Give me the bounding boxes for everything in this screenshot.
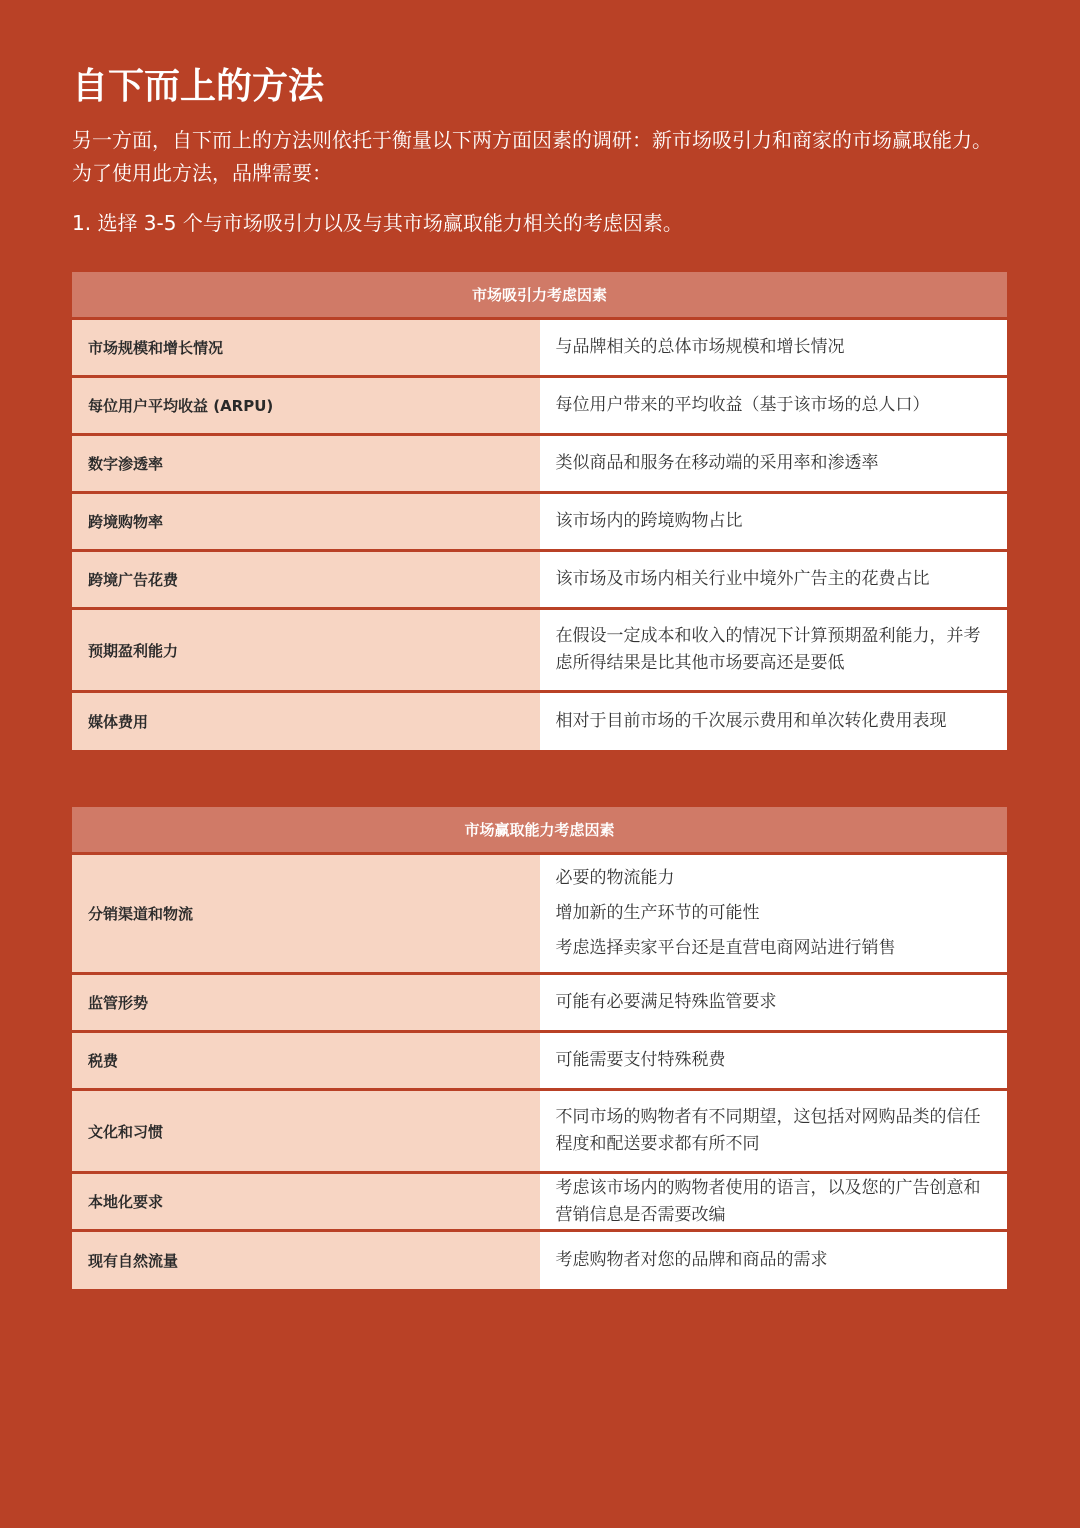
page-title: 自下而上的方法 bbox=[72, 66, 325, 107]
factor-cell: 市场规模和增长情况 bbox=[72, 319, 540, 377]
description-cell: 类似商品和服务在移动端的采用率和渗透率 bbox=[540, 435, 1008, 493]
market-capability-table bbox=[72, 807, 1007, 1289]
description-cell: 考虑购物者对您的品牌和商品的需求 bbox=[540, 1231, 1008, 1289]
description-cell: 每位用户带来的平均收益（基于该市场的总人口） bbox=[540, 377, 1008, 435]
table-row bbox=[72, 1173, 1007, 1231]
attractiveness-table-header: 市场吸引力考虑因素 bbox=[72, 272, 1007, 319]
table-row bbox=[72, 1090, 1007, 1173]
table-row bbox=[72, 377, 1007, 435]
description-line: 增加新的生产环节的可能性 bbox=[555, 903, 760, 923]
factor-cell: 每位用户平均收益 (ARPU) bbox=[72, 377, 540, 435]
factor-cell: 现有自然流量 bbox=[72, 1231, 540, 1289]
table-row bbox=[72, 551, 1007, 609]
table-row bbox=[72, 435, 1007, 493]
table-row bbox=[72, 974, 1007, 1032]
factor-cell: 文化和习惯 bbox=[72, 1090, 540, 1173]
factor-cell: 数字渗透率 bbox=[72, 435, 540, 493]
market-attractiveness-table bbox=[72, 272, 1007, 750]
table-row bbox=[72, 854, 1007, 974]
description-cell: 考虑该市场内的购物者使用的语言，以及您的广告创意和营销信息是否需要改编 bbox=[540, 1173, 1008, 1231]
table-row bbox=[72, 692, 1007, 750]
description-cell: 该市场及市场内相关行业中境外广告主的花费占比 bbox=[540, 551, 1008, 609]
description-cell: 不同市场的购物者有不同期望，这包括对网购品类的信任程度和配送要求都有所不同 bbox=[540, 1090, 1008, 1173]
table-row bbox=[72, 1231, 1007, 1289]
description-cell: 可能有必要满足特殊监管要求 bbox=[540, 974, 1008, 1032]
factor-cell: 媒体费用 bbox=[72, 692, 540, 750]
factor-cell: 税费 bbox=[72, 1032, 540, 1090]
table-header-row bbox=[72, 272, 1007, 319]
description-cell: 可能需要支付特殊税费 bbox=[540, 1032, 1008, 1090]
capability-table-header: 市场赢取能力考虑因素 bbox=[72, 807, 1007, 854]
factor-cell: 跨境购物率 bbox=[72, 493, 540, 551]
description-cell: 在假设一定成本和收入的情况下计算预期盈利能力，并考虑所得结果是比其他市场要高还是要低 bbox=[540, 609, 1008, 692]
intro-paragraph: 另一方面，自下而上的方法则依托于衡量以下两方面因素的调研：新市场吸引力和商家的市场赢取能力。为了使用此方法，品牌需要： bbox=[72, 128, 992, 185]
description-line: 必要的物流能力 bbox=[555, 868, 675, 888]
description-cell: 与品牌相关的总体市场规模和增长情况 bbox=[540, 319, 1008, 377]
factor-cell: 监管形势 bbox=[72, 974, 540, 1032]
description-cell: 相对于目前市场的千次展示费用和单次转化费用表现 bbox=[540, 692, 1008, 750]
table-row bbox=[72, 319, 1007, 377]
table-row bbox=[72, 609, 1007, 692]
table-header-row bbox=[72, 807, 1007, 854]
description-cell bbox=[540, 854, 1008, 974]
factor-cell: 预期盈利能力 bbox=[72, 609, 540, 692]
factor-cell: 分销渠道和物流 bbox=[72, 854, 540, 974]
table-row bbox=[72, 493, 1007, 551]
description-line: 考虑选择卖家平台还是直营电商网站进行销售 bbox=[555, 938, 896, 958]
step-1-text: 1. 选择 3-5 个与市场吸引力以及与其市场赢取能力相关的考虑因素。 bbox=[72, 211, 683, 235]
factor-cell: 本地化要求 bbox=[72, 1173, 540, 1231]
factor-cell: 跨境广告花费 bbox=[72, 551, 540, 609]
description-cell: 该市场内的跨境购物占比 bbox=[540, 493, 1008, 551]
table-row bbox=[72, 1032, 1007, 1090]
